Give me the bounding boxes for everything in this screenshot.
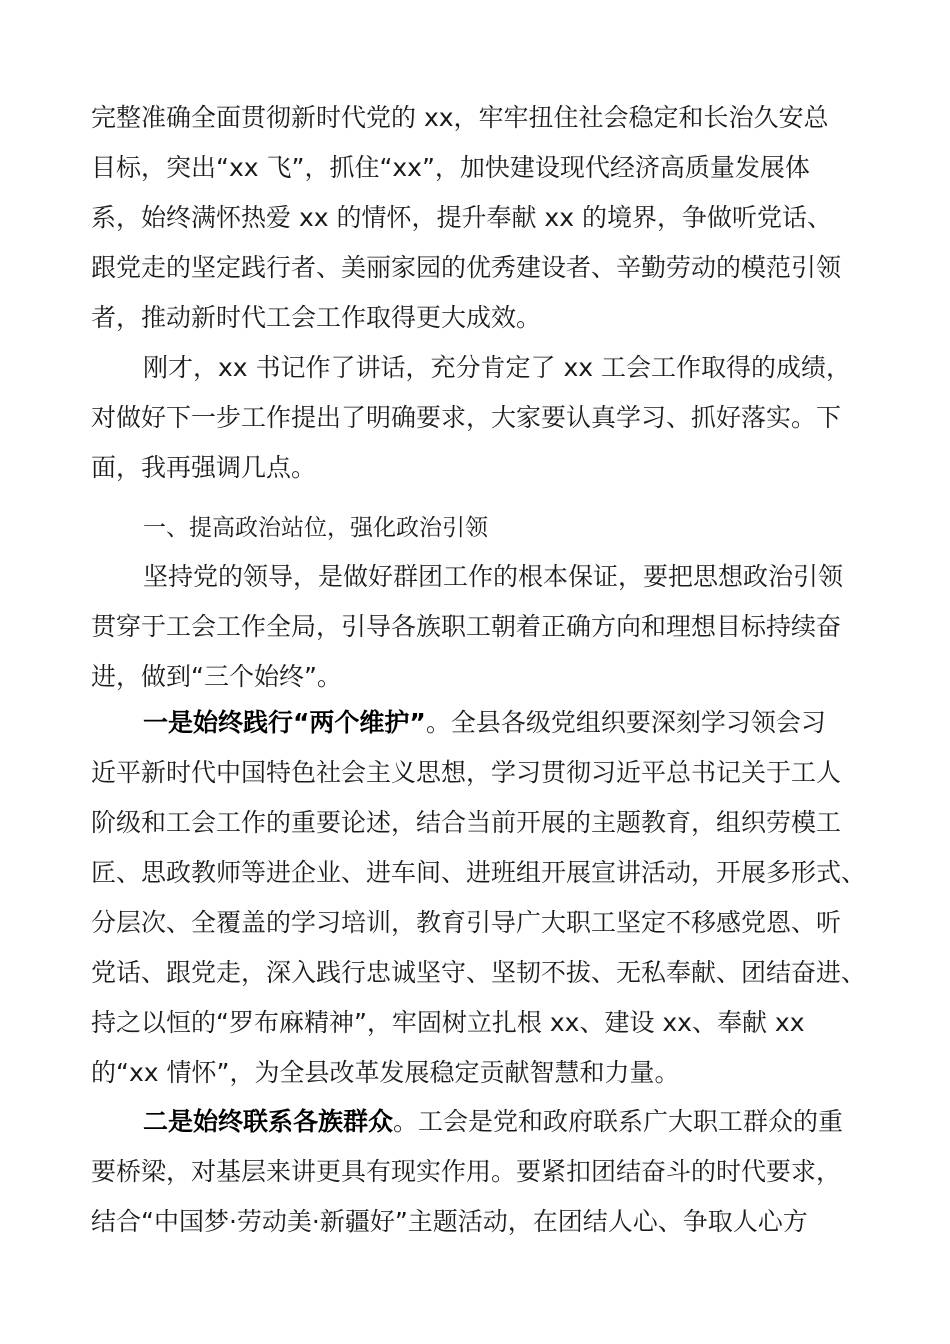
text-line: 坚持党的领导，是做好群团工作的根本保证，要把思想政治引领 <box>143 562 844 591</box>
text-line: 贯穿于工会工作全局，引导各族职工朝着正确方向和理想目标持续奋 <box>91 612 842 641</box>
text-line: 对做好下一步工作提出了明确要求，大家要认真学习、抓好落实。下 <box>91 403 842 432</box>
text-line <box>143 706 826 740</box>
text-run: 。工会是党和政府联系广大职工群众的重 <box>393 1107 844 1136</box>
text-line: 系，始终满怀热爱 xx 的情怀，提升奉献 xx 的境界，争做听党话、 <box>91 203 832 232</box>
text-line: 者，推动新时代工会工作取得更大成效。 <box>91 303 542 332</box>
text-line: 近平新时代中国特色社会主义思想，学习贯彻习近平总书记关于工人 <box>91 758 842 787</box>
text-run: 。全县各级党组织要深刻学习领会习 <box>425 708 826 737</box>
text-line: 分层次、全覆盖的学习培训，教育引导广大职工坚定不移感党恩、听 <box>91 908 842 937</box>
text-line: 完整准确全面贯彻新时代党的 xx，牢牢扭住社会稳定和长治久安总 <box>91 103 829 132</box>
text-line: 刚才，xx 书记作了讲话，充分肯定了 xx 工会工作取得的成绩， <box>143 353 852 382</box>
text-line: 结合“中国梦·劳动美·新疆好”主题活动，在团结人心、争取人心方 <box>91 1207 808 1236</box>
text-line: 进，做到“三个始终”。 <box>91 662 342 691</box>
section-heading: 一、提高政治站位，强化政治引领 <box>143 515 488 541</box>
text-line: 要桥梁，对基层来讲更具有现实作用。要紧扣团结奋斗的时代要求， <box>91 1157 842 1186</box>
text-line: 目标，突出“xx 飞”，抓住“xx”，加快建设现代经济高质量发展体 <box>91 153 810 182</box>
text-line: 党话、跟党走，深入践行忠诚坚守、坚韧不拔、无私奉献、团结奋进、 <box>91 958 867 987</box>
text-line: 跟党走的坚定践行者、美丽家园的优秀建设者、辛勤劳动的模范引领 <box>91 253 842 282</box>
text-line: 面，我再强调几点。 <box>91 453 317 482</box>
text-line: 匠、思政教师等进企业、进车间、进班组开展宣讲活动，开展多形式、 <box>91 858 867 887</box>
bold-lead: 一是始终践行“两个维护” <box>143 708 426 737</box>
text-line: 的“xx 情怀”，为全县改革发展稳定贡献智慧和力量。 <box>91 1058 680 1087</box>
text-line: 持之以恒的“罗布麻精神”，牢固树立扎根 xx、建设 xx、奉献 xx <box>91 1008 805 1037</box>
text-line <box>143 1105 843 1139</box>
bold-lead: 二是始终联系各族群众 <box>143 1107 394 1136</box>
text-line: 阶级和工会工作的重要论述，结合当前开展的主题教育，组织劳模工 <box>91 808 842 837</box>
